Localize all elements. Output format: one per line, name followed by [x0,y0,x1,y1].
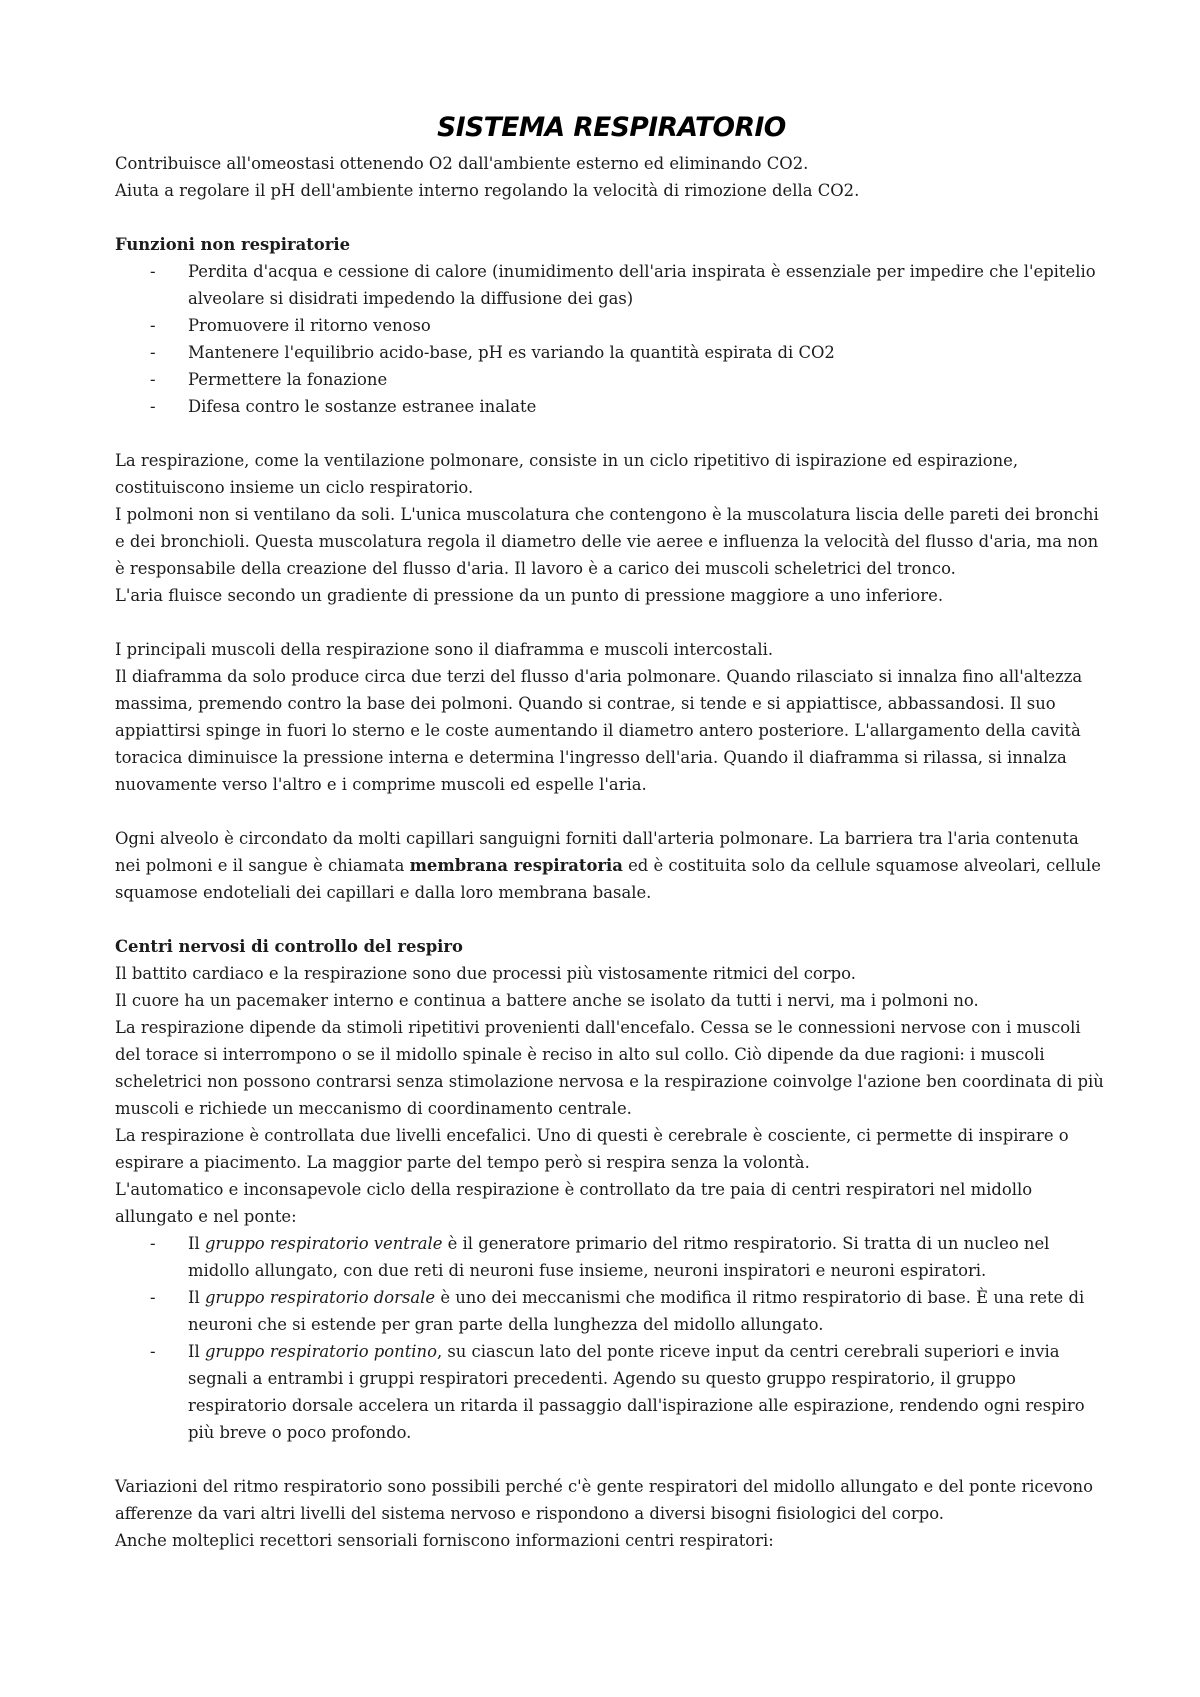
paragraph: L'automatico e inconsapevole ciclo della respirazione è controllato da tre paia di centri respiratori nel midollo allungato e nel ponte: [115,1180,1033,1226]
paragraph: Il battito cardiaco e la respirazione sono due processi più vistosamente ritmici del corpo. [115,964,856,983]
spacer [115,906,1108,933]
page-title: SISTEMA RESPIRATORIO [437,112,786,143]
paragraph: Anche molteplici recettori sensoriali forniscono informazioni centri respiratori: [115,1531,774,1550]
list-item [188,1284,1108,1338]
paragraph: Il diaframma da solo produce circa due terzi del flusso d'aria polmonare. Quando rilasciato si innalza fino all'altezza massima, premendo contro la base dei polmoni. Quando si contrae, si tende e si appiattisce, abbassandosi. Il suo appiattirsi spinge in fuori lo sterno e le coste aumentando il diametro antero posteriore. L'allargamento della cavità toracica diminuisce la pressione interna e determina l'ingresso dell'aria. Quando il diaframma si rilassa, si innalza nuovamente verso l'altro e i comprime muscoli ed espelle l'aria. [115,667,1083,794]
paragraph: I polmoni non si ventilano da soli. L'unica muscolatura che contengono è la muscolatura liscia delle pareti dei bronchi e dei bronchioli. Questa muscolatura regola il diametro delle vie aeree e influenza la velocità del flusso d'aria, ma non è responsabile della creazione del flusso d'aria. Il lavoro è a carico dei muscoli scheletrici del tronco. [115,505,1099,578]
text-run: Il [188,1342,205,1361]
text-run: ed è costituita solo da cellule squamose alveolari, cellule squamose endoteliali dei capillari e dalla loro membrana basale. [115,856,1101,902]
text-run: è uno dei meccanismi che modifica il ritmo respiratorio di base. È una rete di neuroni che si estende per gran parte della lunghezza del midollo allungato. [188,1288,1085,1334]
list-item: - Promuovere il ritorno venoso [188,312,1108,339]
paragraph-alveolo [115,825,1108,906]
paragraph: La respirazione è controllata due livelli encefalici. Uno di questi è cerebrale è cosciente, ci permette di inspirare o espirare a piacimento. La maggior parte del tempo però si respira senza la volontà. [115,1126,1069,1172]
list-item [188,1338,1108,1446]
bold-term: membrana respiratoria [409,856,623,875]
spacer [115,798,1108,825]
section-heading-non-respiratory: Funzioni non respiratorie [115,235,350,254]
text-run: Ogni alveolo è circondato da molti capillari sanguigni forniti dall'arteria polmonare. La barriera tra l'aria contenuta nei polmoni e il sangue è chiamata [115,829,1079,875]
paragraph: La respirazione dipende da stimoli ripetitivi provenienti dall'encefalo. Cessa se le connessioni nervose con i muscoli del torace si interrompono o se il midollo spinale è reciso in alto sul collo. Ciò dipende da due ragioni: i muscoli scheletrici non possono contrarsi senza stimolazione nervosa e la respirazione coinvolge l'azione ben coordinata di più muscoli e richiede un meccanismo di coordinamento centrale. [115,1018,1104,1118]
intro-line: Aiuta a regolare il pH dell'ambiente interno regolando la velocità di rimozione della CO2. [115,181,860,200]
intro-line: Contribuisce all'omeostasi ottenendo O2 dall'ambiente esterno ed eliminando CO2. [115,154,809,173]
spacer [115,204,1108,231]
paragraph: La respirazione, come la ventilazione polmonare, consiste in un ciclo ripetitivo di ispirazione ed espirazione, costituiscono insieme un ciclo respiratorio. [115,451,1019,497]
italic-term: gruppo respiratorio pontino [204,1342,437,1361]
section-heading-nerve-centers: Centri nervosi di controllo del respiro [115,937,463,956]
paragraph: I principali muscoli della respirazione sono il diaframma e muscoli intercostali. [115,640,774,659]
spacer [115,609,1108,636]
list-item: - Mantenere l'equilibrio acido-base, pH es variando la quantità espirata di CO2 [188,339,1108,366]
italic-term: gruppo respiratorio ventrale [204,1234,443,1253]
list-item: - Permettere la fonazione [188,366,1108,393]
spacer [115,1446,1108,1473]
paragraph: Il cuore ha un pacemaker interno e continua a battere anche se isolato da tutti i nervi, ma i polmoni no. [115,991,979,1010]
non-respiratory-list [115,258,1108,420]
paragraph: Variazioni del ritmo respiratorio sono possibili perché c'è gente respiratori del midollo allungato e del ponte ricevono afferenze da vari altri livelli del sistema nervoso e rispondono a diversi bisogni fisiologici del corpo. [115,1477,1093,1523]
text-run: è il generatore primario del ritmo respiratorio. Si tratta di un nucleo nel midollo allungato, con due reti di neuroni fuse insieme, neuroni inspiratori e neuroni espiratori. [188,1234,1050,1280]
text-run: , su ciascun lato del ponte riceve input da centri cerebrali superiori e invia segnali a entrambi i gruppi respiratori precedenti. Agendo su questo gruppo respiratorio, il gruppo respiratorio dorsale accelera un ritarda il passaggio dall'ispirazione alle espirazione, rendendo ogni respiro più breve o poco profondo. [188,1342,1085,1442]
text-run: Il [188,1288,205,1307]
italic-term: gruppo respiratorio dorsale [204,1288,436,1307]
list-item [188,1230,1108,1284]
respiratory-groups-list [115,1230,1108,1446]
list-item: - Difesa contro le sostanze estranee inalate [188,393,1108,420]
paragraph: L'aria fluisce secondo un gradiente di pressione da un punto di pressione maggiore a uno inferiore. [115,586,944,605]
text-run: Il [188,1234,205,1253]
list-item: - Perdita d'acqua e cessione di calore (inumidimento dell'aria inspirata è essenziale per impedire che l'epitelio alveolare si disidrati impedendo la diffusione dei gas) [188,258,1108,312]
spacer [115,420,1108,447]
